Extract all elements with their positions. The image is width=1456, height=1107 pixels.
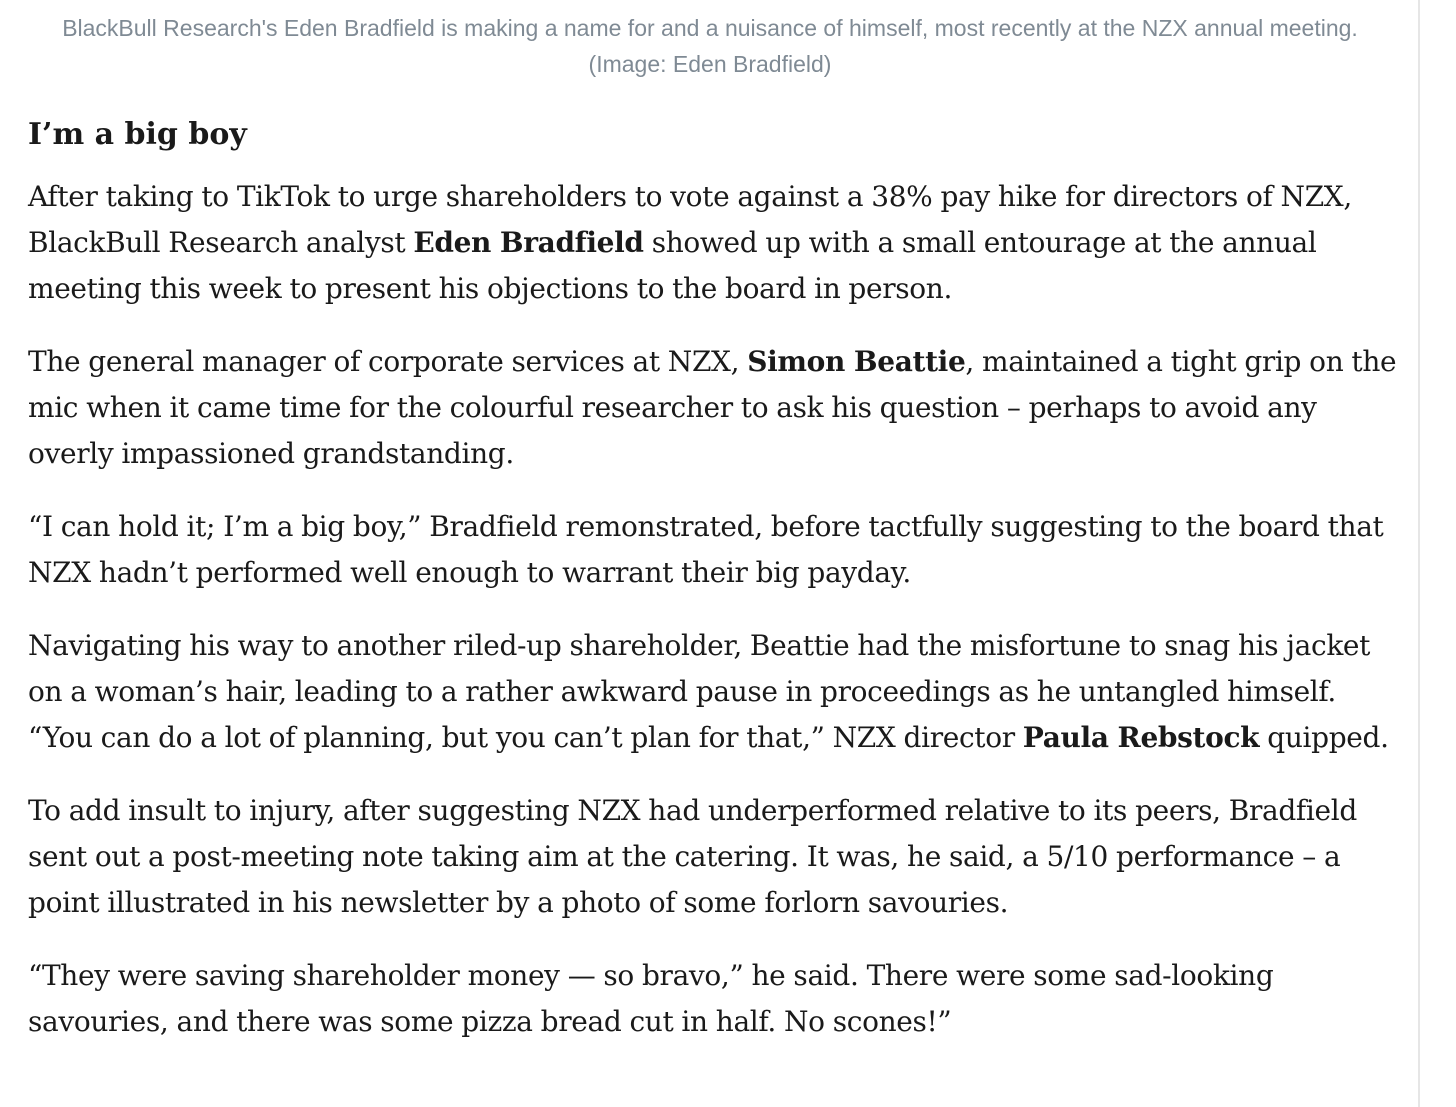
section-heading: I’m a big boy [28, 117, 247, 152]
paragraph-1-text-start: After taking to TikTok to urge shareholders to vote against a 38% pay hike for directors of NZX, BlackBull Research analyst [28, 180, 1352, 259]
article-body [28, 108, 1408, 1072]
paragraph-4 [28, 623, 1408, 761]
paragraph-1-text-end: showed up with a small entourage at the annual meeting this week to present his objections to the board in person. [28, 226, 1317, 305]
paragraph-3: “I can hold it; I’m a big boy,” Bradfield remonstrated, before tactfully suggesting to the board that NZX hadn’t performed well enough to warrant their big payday. [28, 510, 1384, 589]
paragraph-5: To add insult to injury, after suggesting NZX had underperformed relative to its peers, Bradfield sent out a post-meeting note taking aim at the catering. It was, he said, a 5/10 performance – a point illustrated in his newsletter by a photo of some forlorn savouries. [28, 794, 1357, 919]
person-name-simon-beattie: Simon Beattie [747, 345, 966, 378]
paragraph-2-text-end: , maintained a tight grip on the mic when it came time for the colourful researcher to ask his question – perhaps to avoid any overly impassioned grandstanding. [28, 345, 1397, 470]
person-name-eden-bradfield: Eden Bradfield [413, 226, 644, 259]
paragraph-1 [28, 174, 1408, 312]
paragraph-4-text-start: Navigating his way to another riled-up shareholder, Beattie had the misfortune to snag his jacket on a woman’s hair, leading to a rather awkward pause in proceedings as he untangled himself. “You can do a lot of planning, but you can’t plan for that,” NZX director [28, 629, 1371, 754]
paragraph-6: “They were saving shareholder money — so bravo,” he said. There were some sad-looking savouries, and there was some pizza bread cut in half. No scones!” [28, 959, 1274, 1038]
paragraph-2 [28, 339, 1408, 477]
image-caption: BlackBull Research's Eden Bradfield is making a name for and a nuisance of himself, most recently at the NZX annual meeting. (Image: Eden Bradfield) [62, 15, 1358, 77]
person-name-paula-rebstock: Paula Rebstock [1022, 721, 1260, 754]
paragraph-4-text-end: quipped. [1259, 721, 1389, 754]
paragraph-2-text-start: The general manager of corporate services at NZX, [28, 345, 748, 378]
